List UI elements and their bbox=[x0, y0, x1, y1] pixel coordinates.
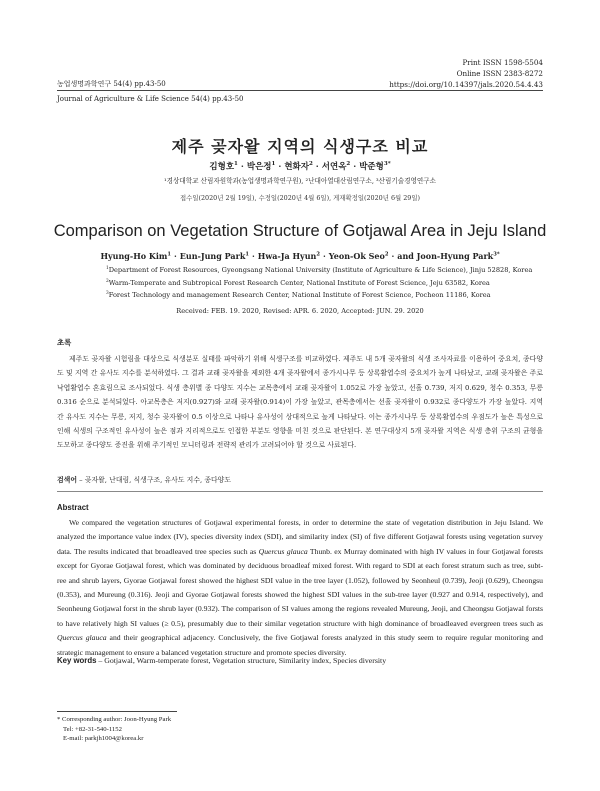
footnote-divider bbox=[57, 711, 177, 712]
keywords-en-label: Key words bbox=[57, 656, 97, 665]
affiliation-en-line bbox=[106, 264, 532, 277]
keywords-ko bbox=[57, 474, 231, 484]
title-ko: 제주 곶자왈 지역의 식생구조 비교 bbox=[171, 137, 429, 156]
author-separator: · bbox=[315, 162, 319, 172]
dates-ko: 접수일(2020년 2월 19일), 수정일(2020년 4월 6일), 게재확정일(2020년 6월 29일) bbox=[179, 194, 421, 202]
author-affiliation-mark: 2 bbox=[316, 251, 320, 258]
author-affiliation-mark: 2 bbox=[346, 161, 351, 168]
author-name: and Joon-Hyung Park bbox=[397, 251, 494, 261]
header-divider bbox=[57, 90, 543, 91]
author-separator: · bbox=[240, 162, 244, 172]
author-affiliation-mark: 1 bbox=[234, 161, 238, 168]
keywords-ko-text: – 곶자왈, 난대림, 식생구조, 유사도 지수, 종다양도 bbox=[79, 476, 231, 484]
abstract-ko-text: 제주도 곶자왈 시험림을 대상으로 식생분포 실태를 파악하기 위해 식생구조를 비교하였다. 제주도 내 5개 곶자왈의 식생 조사자료를 이용하여 중요치, 종다양도 및 지역 간 유사도 지수를 분석하였다. 그 결과 교래 곶자왈을 제외한 4개 곶자왈에서 종가시나무 등 상록활엽수의 중요치가 높게 나타났고, 교래 곶자왈은 주로 낙엽활엽수 혼효림으로 조사되었다. 식생 층위별 종 다양도 지수는 교목층에서 교래 곶자왈이 1.052로 가장 높았고, 선흘 0.739, 저지 0.629, 청수 0.353, 무릉 0.316 순으로 분석되었다. 아교목층은 저지(0.927)와 교래 곶자왈(0.914)이 가장 높았고, 관목층에서는 선흘 곶자왈이 0.932로 종다양도가 가장 높았다. 지역 간 유사도 지수는 무릉, 저지, 청수 곶자왈이 0.5 이상으로 나타나 유사성이 상대적으로 높게 나타났다. 이는 종가시나무 등 상록활엽수의 우점도가 높은 특성으로 인해 식생의 구조적인 유사성이 높은 점과 지리적으로도 인접한 부분도 영향을 미친 것으로 판단된다. 본 연구대상지 5개 곶자왈 지역은 식생 층위 구조의 균형을 도모하고 종다양도 증진을 위해 주기적인 모니터링과 전략적 관리가 고려되어야 할 것으로 사료된다. bbox=[57, 355, 543, 450]
title-en: Comparison on Vegetation Structure of Gotjawal Area in Jeju Island bbox=[53, 222, 547, 240]
author-separator: · bbox=[173, 251, 177, 261]
keywords-ko-label: 검색어 bbox=[57, 476, 77, 484]
author-affiliation-mark: 3* bbox=[383, 161, 391, 168]
author-name: Hyung-Ho Kim bbox=[100, 251, 168, 261]
affiliations-en bbox=[106, 264, 532, 302]
abstract-text-run: Thunb. ex Murray dominated with high IV values in four Gotjawal forests except for Gyorae Gotjawal forest, which was dominated by deciduous broadleaf mixed forest. With regard to SDI at each forest stratum such as tree, subt-ree and shrub layers, Gyorae Gotjawal forest showed the highest SDI value in the tree layer (1.052), followed by Seonheul (0.739), Jeoji (0.629), Cheongsu (0.353), and Mureung (0.316). Jeoji and Gyorae Gotjawal forests showed the highest SDI values in the sub-tree layer (0.927 and 0.914, respectively), and Seonheung Gotjawal forst in the shrub layer (0.932). The comparison of SI values among the regions revealed Mureung, Jeoji, and Cheongsu Gotjawal forsts to have relatively high SI values (≥ 0.5), presumably due to their similar vegetation structure with high dominance of broadleaved evergreen trees such as bbox=[57, 546, 543, 628]
author-tel: Tel: +82-31-540-1152 bbox=[63, 725, 122, 733]
author-separator: · bbox=[252, 251, 255, 261]
author-name: Eun-Jung Park bbox=[179, 251, 246, 261]
author-name: 현화자 bbox=[284, 162, 309, 172]
section-divider bbox=[57, 491, 543, 492]
affiliation-text: Department of Forest Resources, Gyeongsang National University (Institute of Agriculture & Life Science), Jinju 52828, Korea bbox=[108, 266, 533, 274]
author-affiliation-mark: 1 bbox=[245, 251, 249, 258]
author-affiliation-mark: 2 bbox=[384, 251, 389, 258]
author-name: Hwa-Ja Hyun bbox=[257, 251, 317, 261]
author-name: 박준형 bbox=[359, 162, 384, 172]
author-separator: · bbox=[391, 251, 395, 261]
author-name: Yeon-Ok Seo bbox=[328, 251, 385, 261]
journal-name-en: Journal of Agriculture & Life Science 54(4) pp.43-50 bbox=[57, 95, 244, 103]
corresponding-author: * Corresponding author: Joon-Hyung Park bbox=[57, 716, 172, 723]
affiliation-mark: 3 bbox=[106, 291, 109, 296]
abstract-ko-heading: 초록 bbox=[57, 338, 72, 347]
author-separator: · bbox=[278, 162, 282, 172]
authors-en bbox=[0, 251, 600, 261]
species-name: Quercus glauca bbox=[258, 546, 308, 556]
species-name: Quercus glauca bbox=[57, 633, 107, 643]
dates-en: Received: FEB. 19. 2020, Revised: APR. 6. 2020, Accepted: JUN. 29. 2020 bbox=[176, 307, 424, 315]
footnote bbox=[57, 715, 171, 744]
affiliation-text: Forest Technology and management Research Center, National Institute of Forest Science, Pocheon 11186, Korea bbox=[108, 291, 491, 300]
affiliation-en-line bbox=[106, 277, 532, 290]
keywords-en-text: – Gotjawal, Warm-temperate forest, Vegetation structure, Similarity index, Species diversity bbox=[98, 656, 387, 665]
author-affiliation-mark: 2 bbox=[308, 161, 313, 168]
affiliations-ko: ¹경상대학교 산림자원학과(농업생명과학연구원), ²난대아열대산림연구소, ³산림기술경영연구소 bbox=[164, 177, 436, 185]
author-name: 서연옥 bbox=[321, 162, 347, 172]
affiliation-text: Warm-Temperate and Subtropical Forest Research Center, National Institute of Forest Science, Jeju 63582, Korea bbox=[108, 278, 490, 287]
author-name: 박은정 bbox=[246, 162, 272, 172]
author-name: 김형호 bbox=[209, 162, 235, 172]
author-affiliation-mark: 1 bbox=[271, 161, 276, 168]
print-issn: Print ISSN 1598-5504 bbox=[462, 58, 543, 67]
keywords-en bbox=[57, 656, 386, 665]
affiliation-mark: 1 bbox=[106, 265, 109, 271]
author-email[interactable]: E-mail: parkjh1004@korea.kr bbox=[63, 735, 144, 742]
journal-name-ko: 농업생명과학연구 54(4) pp.43-50 bbox=[57, 80, 166, 88]
issn-block bbox=[389, 57, 543, 90]
author-affiliation-mark: 3* bbox=[493, 251, 500, 258]
doi-link[interactable]: https://doi.org/10.14397/jals.2020.54.4.43 bbox=[389, 80, 543, 89]
affiliation-en-line bbox=[106, 289, 532, 302]
abstract-text-run: and their geographical adjacency. Conclusively, the five Gotjawal forests analyzed in this study seem to require regular monitoring and strategic management to ensure a balanced vegetation structure and promote species diversity. bbox=[57, 633, 543, 657]
author-separator: · bbox=[322, 251, 326, 261]
authors-ko bbox=[0, 160, 600, 172]
online-issn: Online ISSN 2383-8272 bbox=[456, 69, 543, 78]
author-affiliation-mark: 1 bbox=[167, 251, 171, 258]
author-separator: · bbox=[353, 162, 357, 172]
abstract-en-text bbox=[57, 516, 543, 660]
abstract-text-run: We compared the vegetation structures of Gotjawal experimental forests, in order to determine the state of vegetation distribution in Jeju Island. We analyzed the importance value index (IV), species diversity index (SDI), and similarity index (SI) of five different Gotjawal forests using vegetation survey data. The results indicated that broadleaved tree species such as bbox=[57, 518, 543, 556]
abstract-en-heading: Abstract bbox=[57, 503, 89, 512]
affiliation-mark: 2 bbox=[106, 278, 109, 284]
